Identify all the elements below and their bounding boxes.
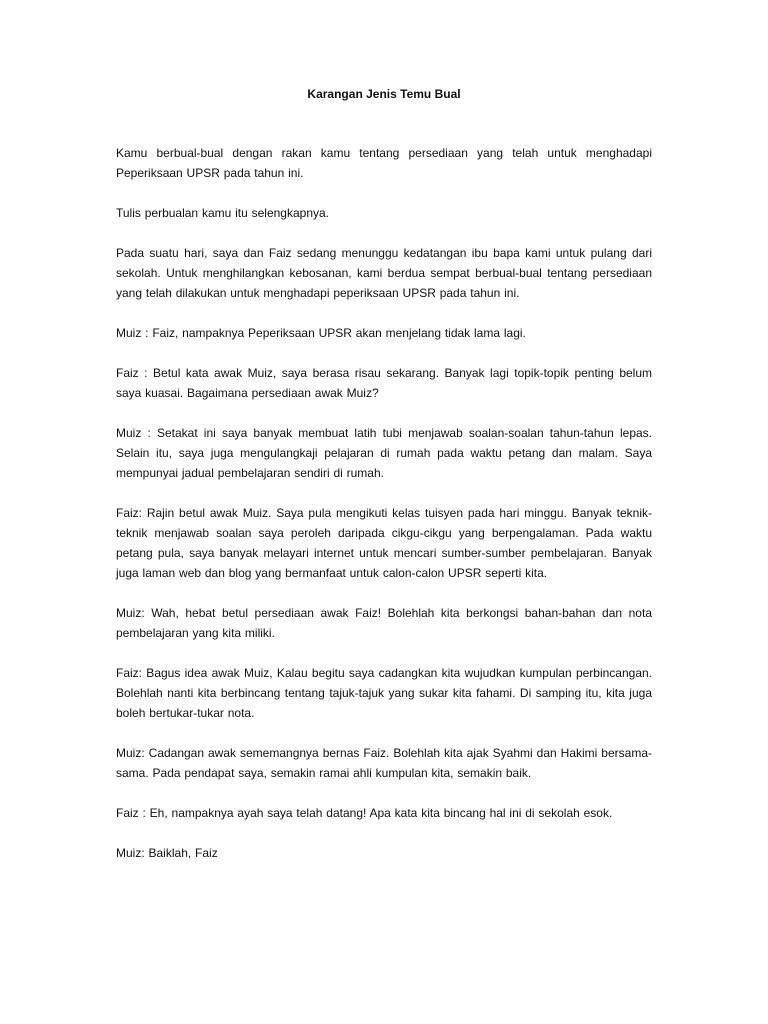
dialogue-line: Faiz : Eh, nampaknya ayah saya telah datang! Apa kata kita bincang hal ini di sekolah esok. <box>116 806 613 820</box>
document-title: Karangan Jenis Temu Bual <box>307 87 461 101</box>
dialogue-line: Muiz : Faiz, nampaknya Peperiksaan UPSR akan menjelang tidak lama lagi. <box>116 326 526 340</box>
dialogue-line: Faiz : Betul kata awak Muiz, saya berasa risau sekarang. Banyak lagi topik-topik penting belum saya kuasai. Bagaimana persediaan awak Muiz? <box>116 366 652 400</box>
dialogue-line: Muiz: Baiklah, Faiz <box>116 846 218 860</box>
paragraph-intro: Pada suatu hari, saya dan Faiz sedang menunggu kedatangan ibu bapa kami untuk pulang dari sekolah. Untuk menghilangkan kebosanan, kami berdua sempat berbual-bual tentang persediaan yang telah dilakukan untuk menghadapi peperiksaan UPSR pada tahun ini. <box>116 246 652 300</box>
dialogue-line: Faiz: Rajin betul awak Muiz. Saya pula mengikuti kelas tuisyen pada hari minggu. Banyak teknik- teknik menjawab soalan saya peroleh daripada cikgu-cikgu yang berpengalaman. Pada waktu petang pula, saya banyak melayari internet untuk mencari sumber-sumber pembelajaran. Banyak juga laman web dan blog yang bermanfaat untuk calon-calon UPSR seperti kita. <box>116 506 652 580</box>
dialogue-line: Muiz: Wah, hebat betul persediaan awak Faiz! Bolehlah kita berkongsi bahan-bahan dan nota pembelajaran yang kita miliki. <box>116 606 652 640</box>
document-body <box>116 143 652 883</box>
dialogue-line: Faiz: Bagus idea awak Muiz, Kalau begitu saya cadangkan kita wujudkan kumpulan perbincangan. Bolehlah nanti kita berbincang tentang tajuk-tajuk yang sukar kita fahami. Di samping itu, kita juga boleh bertukar-tukar nota. <box>116 666 652 720</box>
dialogue-line: Muiz : Setakat ini saya banyak membuat latih tubi menjawab soalan-soalan tahun-tahun lepas. Selain itu, saya juga mengulangkaji pelajaran di rumah pada waktu petang dan malam. Saya mempunyai jadual pembelajaran sendiri di rumah. <box>116 426 652 480</box>
paragraph-instruction: Tulis perbualan kamu itu selengkapnya. <box>116 206 330 220</box>
dialogue-line: Muiz: Cadangan awak sememangnya bernas Faiz. Bolehlah kita ajak Syahmi dan Hakimi bersama-sama. Pada pendapat saya, semakin ramai ahli kumpulan kita, semakin baik. <box>116 746 652 780</box>
paragraph-task: Kamu berbual-bual dengan rakan kamu tentang persediaan yang telah untuk menghadapi Peperiksaan UPSR pada tahun ini. <box>116 146 652 180</box>
